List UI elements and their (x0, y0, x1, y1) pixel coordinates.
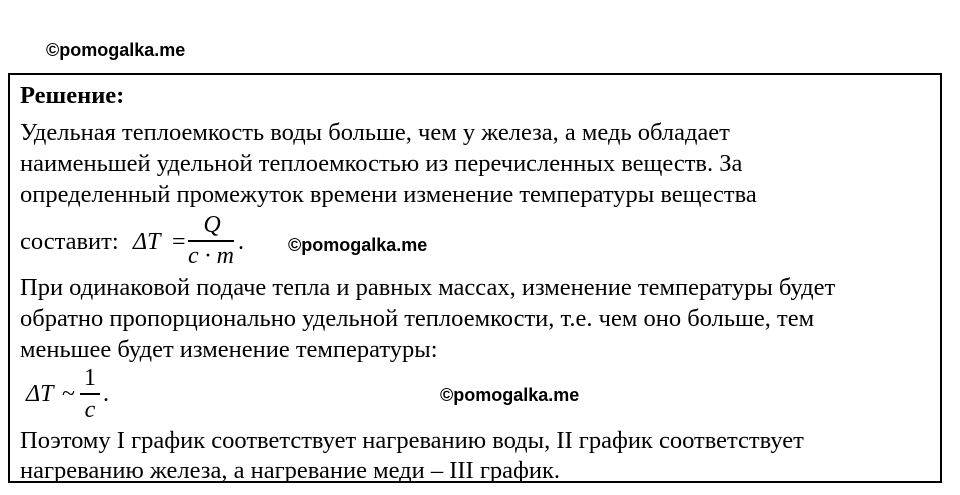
para1-line1: Удельная теплоемкость воды больше, чем у железа, а медь обладает (20, 119, 730, 146)
watermark-bottom: ©pomogalka.me (440, 385, 580, 405)
solution-heading: Решение: (20, 82, 125, 109)
formula1-equals: = (172, 229, 186, 255)
para2-line3: меньшее будет изменение температуры: (20, 336, 438, 363)
formula2-lhs (26, 380, 53, 408)
para3-line1: Поэтому I график соответствует нагреванию воды, II график соответствует (20, 427, 804, 454)
formula1-numerator: Q (203, 212, 221, 238)
para2-line1: При одинаковой подаче тепла и равных массах, изменение температуры будет (20, 274, 836, 301)
formula1-denominator: c · m (188, 243, 234, 269)
formula2-tilde: ~ (62, 381, 75, 407)
formula2-numerator: 1 (84, 365, 96, 391)
watermark-middle: ©pomogalka.me (288, 235, 428, 255)
formula2-period: . (103, 381, 109, 407)
formula1-lhs-text: ΔT (133, 229, 161, 255)
formula2-fraction-bar (80, 393, 100, 395)
watermark-top: ©pomogalka.me (46, 40, 186, 60)
para2-line2: обратно пропорционально удельной теплоемкости, т.е. чем оно больше, тем (20, 305, 815, 332)
formula1-lhs (133, 228, 160, 256)
formula1-fraction-bar (188, 240, 234, 242)
para1-line2: наименьшей удельной теплоемкостью из перечисленных веществ. За (20, 150, 743, 177)
formula1-prefix: составит: (20, 228, 119, 255)
para3-line2: нагреванию железа, а нагревание меди – III график. (20, 457, 561, 484)
formula1-period: . (238, 229, 244, 255)
para1-line3: определенный промежуток времени изменение температуры вещества (20, 181, 757, 208)
formula2-lhs-text: ΔT (26, 381, 54, 407)
formula2-denominator: c (84, 397, 96, 423)
